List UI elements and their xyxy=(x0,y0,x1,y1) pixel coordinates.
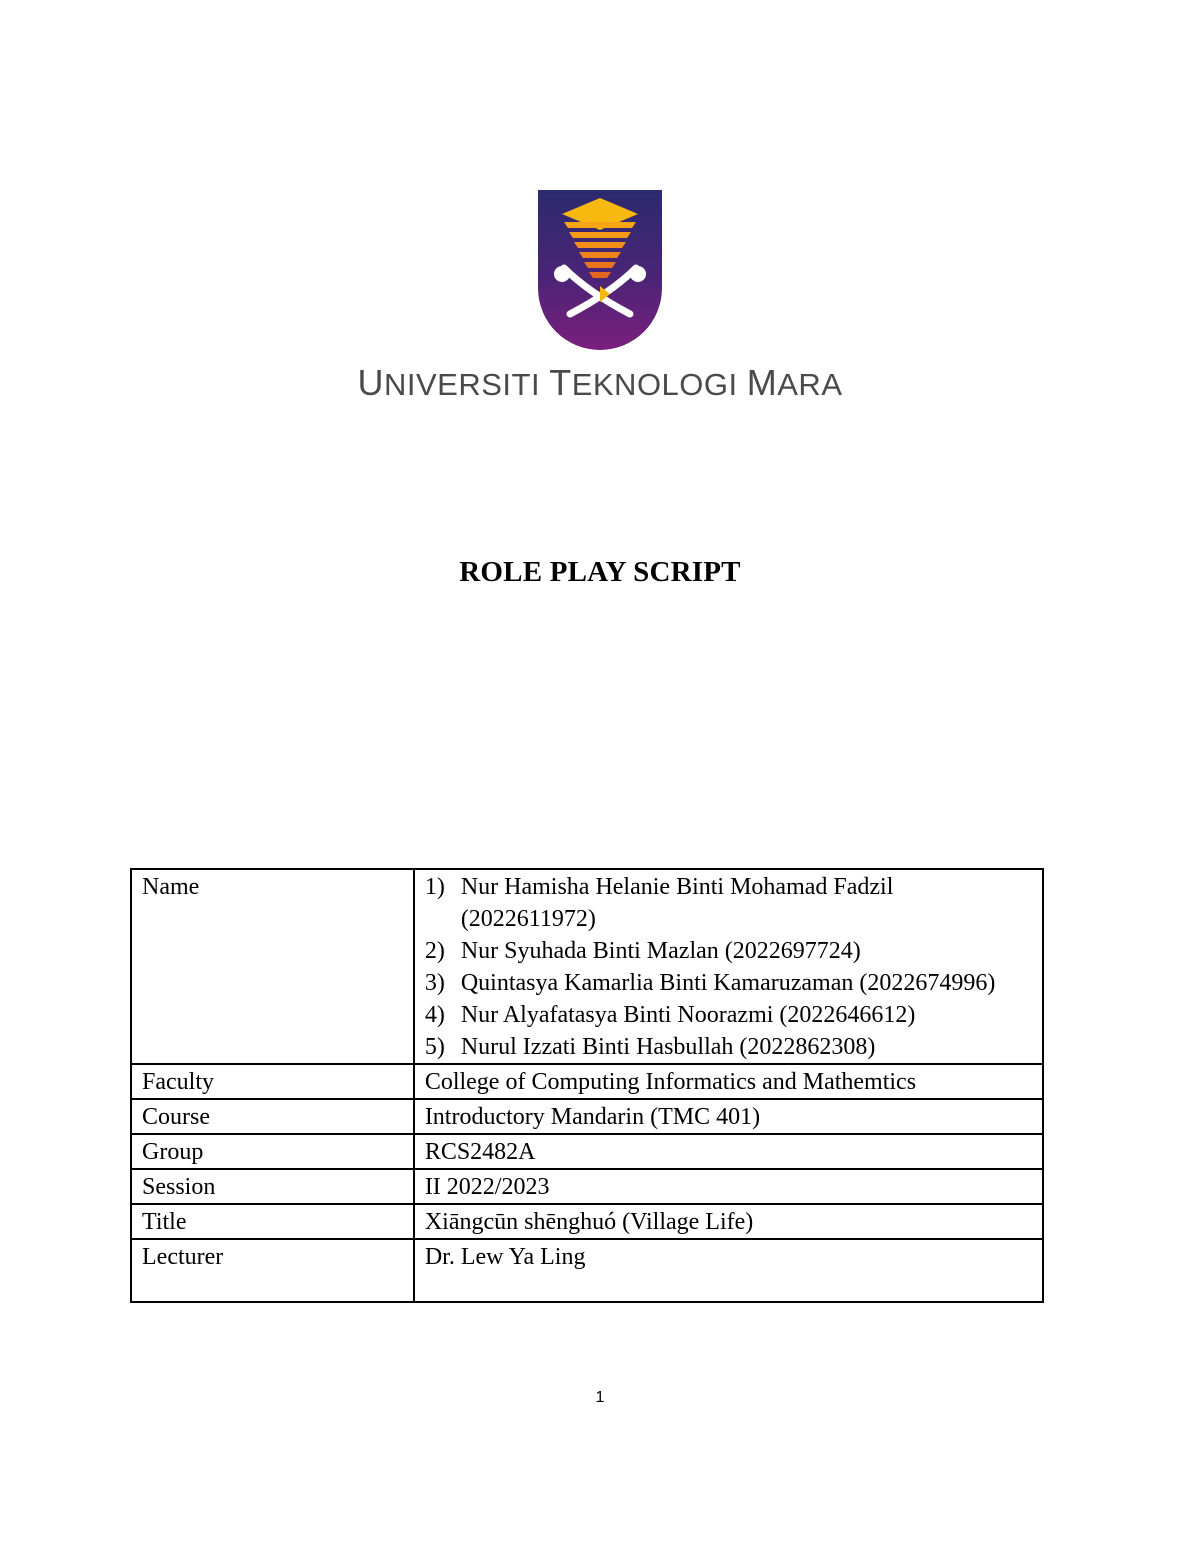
row-value: RCS2482A xyxy=(414,1134,1043,1169)
list-number: 5) xyxy=(424,1034,445,1060)
member-name: Quintasya Kamarlia Binti Kamaruzaman (2022674996) xyxy=(460,970,996,996)
row-value: College of Computing Informatics and Mathemtics xyxy=(414,1064,1043,1099)
row-label-name: Name xyxy=(131,869,414,1064)
table-row xyxy=(131,1239,1043,1302)
document-title: ROLE PLAY SCRIPT xyxy=(459,556,741,588)
table-row xyxy=(131,1204,1043,1239)
list-number: 1) xyxy=(424,874,445,900)
table-row xyxy=(131,1134,1043,1169)
list-number: 4) xyxy=(424,1002,445,1028)
table-row xyxy=(131,1169,1043,1204)
info-table xyxy=(130,868,1044,1303)
wordmark-part: ARA xyxy=(777,367,843,402)
table-row xyxy=(131,869,1043,1064)
list-item xyxy=(425,1031,1032,1063)
member-name: Nur Hamisha Helanie Binti Mohamad Fadzil (2022611972) xyxy=(460,874,894,932)
wordmark-part: T xyxy=(549,362,572,403)
row-label: Course xyxy=(131,1099,414,1134)
row-label: Lecturer xyxy=(131,1239,414,1302)
member-name: Nurul Izzati Binti Hasbullah (2022862308) xyxy=(460,1034,876,1060)
wordmark-part: EKNOLOGI xyxy=(571,367,747,402)
member-name: Nur Alyafatasya Binti Noorazmi (2022646612) xyxy=(460,1002,916,1028)
uitm-crest-icon xyxy=(538,190,662,350)
row-label: Title xyxy=(131,1204,414,1239)
row-label: Group xyxy=(131,1134,414,1169)
university-wordmark xyxy=(300,362,900,404)
member-name: Nur Syuhada Binti Mazlan (2022697724) xyxy=(460,938,861,964)
row-value: Dr. Lew Ya Ling xyxy=(414,1239,1043,1302)
page-number: 1 xyxy=(595,1389,605,1406)
table-row xyxy=(131,1099,1043,1134)
list-number: 2) xyxy=(424,938,445,964)
member-list-cell xyxy=(414,869,1043,1064)
wordmark-part: NIVERSITI xyxy=(384,367,550,402)
list-item xyxy=(425,871,1032,935)
row-value: II 2022/2023 xyxy=(414,1169,1043,1204)
list-item xyxy=(425,967,1032,999)
row-label: Session xyxy=(131,1169,414,1204)
table-row xyxy=(131,1064,1043,1099)
row-value: Xiāngcūn shēnghuó (Village Life) xyxy=(414,1204,1043,1239)
list-number: 3) xyxy=(424,970,445,996)
wordmark-part: U xyxy=(357,362,384,403)
wordmark-part: M xyxy=(746,362,778,403)
list-item xyxy=(425,935,1032,967)
list-item xyxy=(425,999,1032,1031)
row-label: Faculty xyxy=(131,1064,414,1099)
member-list xyxy=(425,871,1032,1063)
row-value: Introductory Mandarin (TMC 401) xyxy=(414,1099,1043,1134)
